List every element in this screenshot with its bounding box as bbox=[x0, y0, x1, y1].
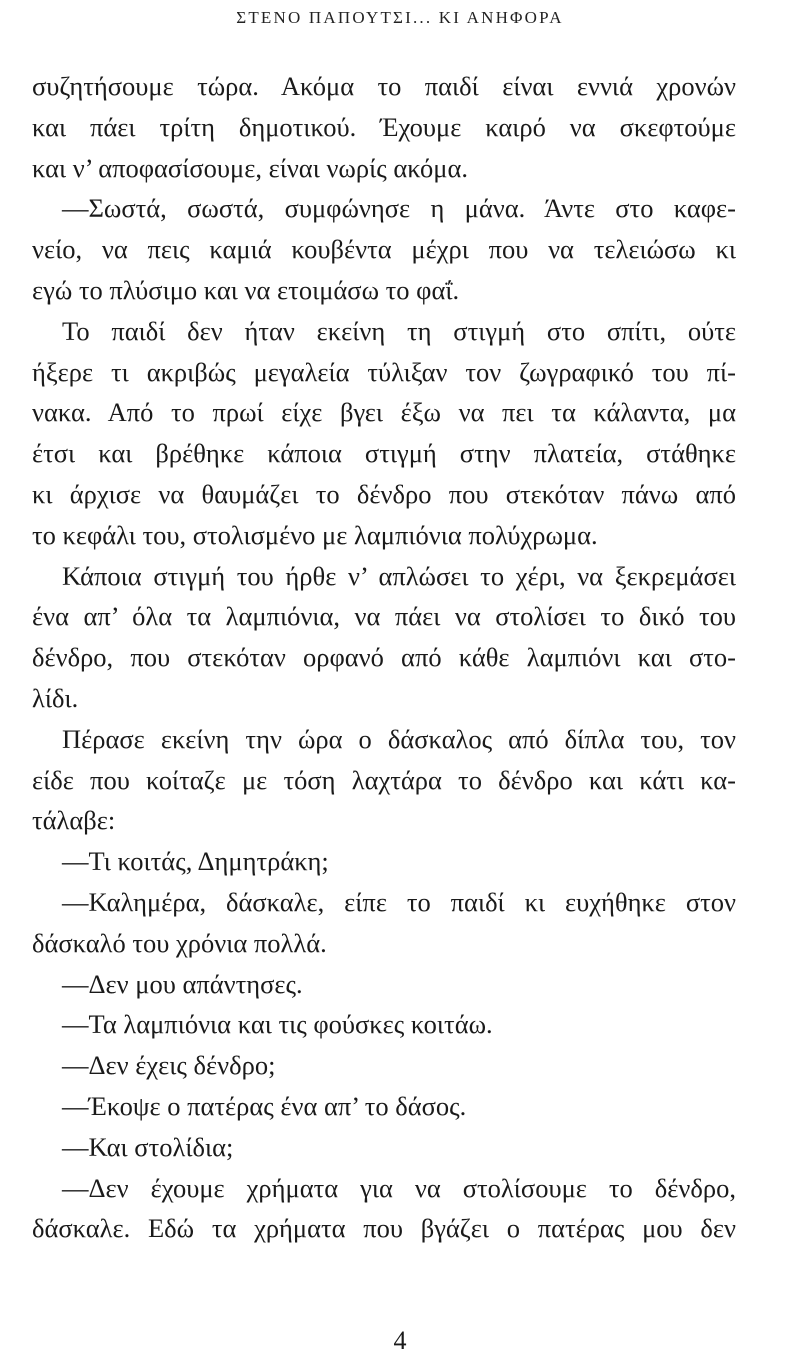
text-line: Πέρασε εκείνη την ώρα ο δάσκαλος από δίπλα του, τον bbox=[62, 723, 736, 754]
text-line: κι άρχισε να θαυμάζει το δένδρο που στεκόταν πάνω από bbox=[32, 478, 736, 509]
text-line: ήξερε τι ακριβώς μεγαλεία τύλιξαν τον ζωγραφικό του πί- bbox=[32, 356, 736, 387]
body-text bbox=[32, 66, 736, 1249]
text-line: —Και στολίδια; bbox=[62, 1131, 234, 1162]
text-line: τάλαβε: bbox=[32, 805, 116, 836]
text-line: είδε που κοίταζε με τόση λαχτάρα το δένδρο και κάτι κα- bbox=[32, 764, 736, 795]
text-line: —Τι κοιτάς, Δημητράκη; bbox=[62, 846, 329, 877]
text-line: —Έκοψε ο πατέρας ένα απ’ το δάσος. bbox=[62, 1090, 467, 1121]
page-number: 4 bbox=[393, 1326, 407, 1355]
text-line: —Δεν μου απάντησες. bbox=[62, 968, 303, 999]
text-line: Το παιδί δεν ήταν εκείνη τη στιγμή στο σπίτι, ούτε bbox=[62, 315, 736, 346]
text-line: —Τα λαμπιόνια και τις φούσκες κοιτάω. bbox=[62, 1009, 493, 1040]
text-line: και πάει τρίτη δημοτικού. Έχουμε καιρό να σκεφτούμε bbox=[32, 111, 736, 142]
text-line: λίδι. bbox=[32, 682, 79, 713]
text-line: και ν’ αποφασίσουμε, είναι νωρίς ακόμα. bbox=[32, 152, 468, 183]
text-line: το κεφάλι του, στολισμένο με λαμπιόνια πολύχρωμα. bbox=[32, 519, 598, 550]
text-line: δάσκαλε. Εδώ τα χρήματα που βγάζει ο πατέρας μου δεν bbox=[32, 1213, 736, 1244]
text-line: συζητήσουμε τώρα. Ακόμα το παιδί είναι εννιά χρονών bbox=[32, 71, 736, 101]
text-line: δάσκαλό του χρόνια πολλά. bbox=[32, 927, 327, 958]
text-line: Κάποια στιγμή του ήρθε ν’ απλώσει το χέρι, να ξεκρεμάσει bbox=[62, 560, 736, 591]
text-line: —Καλημέρα, δάσκαλε, είπε το παιδί κι ευχήθηκε στον bbox=[62, 886, 736, 917]
text-line: έτσι και βρέθηκε κάποια στιγμή στην πλατεία, στάθηκε bbox=[32, 438, 736, 469]
text-line: δένδρο, που στεκόταν ορφανό από κάθε λαμπιόνι και στο- bbox=[32, 642, 736, 673]
text-line: —Δεν έχουμε χρήματα για να στολίσουμε το δένδρο, bbox=[62, 1172, 736, 1203]
text-line: νακα. Από το πρωί είχε βγει έξω να πει τα κάλαντα, μα bbox=[32, 397, 736, 428]
text-line: νείο, να πεις καμιά κουβέντα μέχρι που να τελειώσω κι bbox=[32, 234, 736, 265]
text-line: εγώ το πλύσιμο και να ετοιμάσω το φαΐ. bbox=[32, 274, 460, 305]
text-line: —Σωστά, σωστά, συμφώνησε η μάνα. Άντε στο καφε- bbox=[62, 193, 736, 224]
text-line: —Δεν έχεις δένδρο; bbox=[62, 1050, 276, 1081]
text-line: ένα απ’ όλα τα λαμπιόνια, να πάει να στολίσει το δικό του bbox=[32, 601, 736, 632]
running-head: ΣΤΕΝΟ ΠΑΠΟΥΤΣΙ... ΚΙ ΑΝΗΦΟΡΑ bbox=[236, 8, 564, 27]
